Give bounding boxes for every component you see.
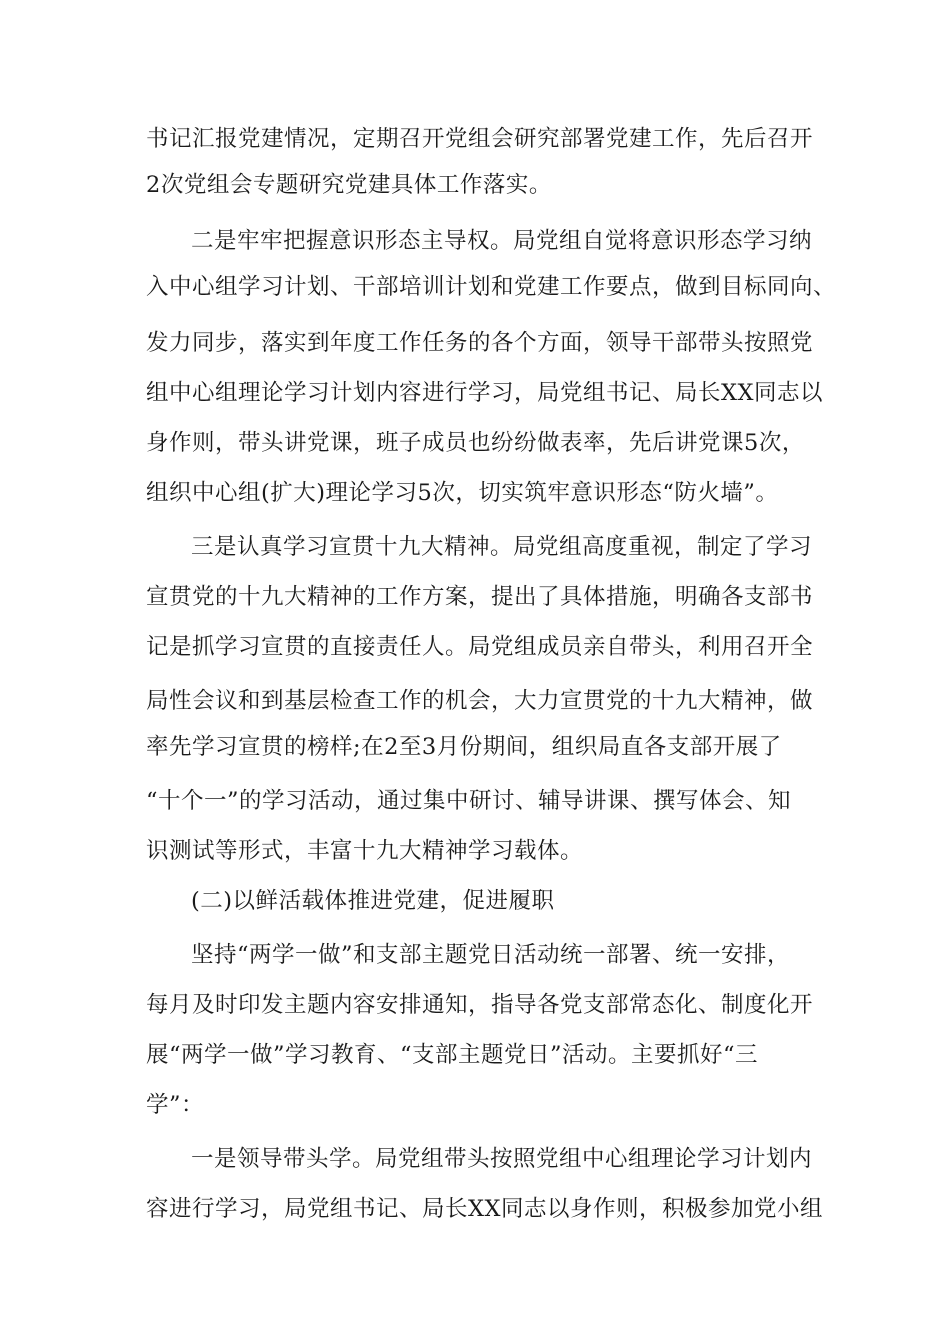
text-line: 书记汇报党建情况，定期召开党组会研究部署党建工作，先后召开 <box>146 126 814 152</box>
text-line: 2次党组会专题研究党建具体工作落实。 <box>146 172 552 198</box>
text-line: 宣贯党的十九大精神的工作方案，提出了具体措施，明确各支部书 <box>146 584 814 610</box>
text-line: 展“两学一做”学习教育、“支部主题党日”活动。主要抓好“三 <box>146 1042 759 1068</box>
text-line: 发力同步，落实到年度工作任务的各个方面，领导干部带头按照党 <box>146 330 814 356</box>
text-line: 组中心组理论学习计划内容进行学习，局党组书记、局长XX同志以 <box>146 380 824 406</box>
text-line: 入中心组学习计划、干部培训计划和党建工作要点，做到目标同向、 <box>146 274 837 300</box>
text-line: 率先学习宣贯的榜样;在2至3月份期间，组织局直各支部开展了 <box>146 734 782 760</box>
text-line: 容进行学习，局党组书记、局长XX同志以身作则，积极参加党小组 <box>146 1196 824 1222</box>
text-line: 识测试等形式，丰富十九大精神学习载体。 <box>146 838 584 864</box>
text-line: 身作则，带头讲党课，班子成员也纷纷做表率，先后讲党课5次， <box>146 430 805 456</box>
text-line: 坚持“两学一做”和支部主题党日活动统一部署、统一安排， <box>191 942 791 968</box>
section-heading: (二)以鲜活载体推进党建，促进履职 <box>191 888 555 914</box>
text-line: 一是领导带头学。局党组带头按照党组中心组理论学习计划内 <box>191 1146 813 1172</box>
text-line: 三是认真学习宣贯十九大精神。局党组高度重视，制定了学习 <box>191 534 813 560</box>
text-line: 组织中心组(扩大)理论学习5次，切实筑牢意识形态“防火墙”。 <box>146 480 779 506</box>
text-line: 记是抓学习宣贯的直接责任人。局党组成员亲自带头，利用召开全 <box>146 634 814 660</box>
text-line: 局性会议和到基层检查工作的机会，大力宣贯党的十九大精神，做 <box>146 688 814 714</box>
text-line: “十个一”的学习活动，通过集中研讨、辅导讲课、撰写体会、知 <box>146 788 792 814</box>
text-line: 学”： <box>146 1092 205 1118</box>
text-line: 每月及时印发主题内容安排通知，指导各党支部常态化、制度化开 <box>146 992 814 1018</box>
text-line: 二是牢牢把握意识形态主导权。局党组自觉将意识形态学习纳 <box>191 228 813 254</box>
